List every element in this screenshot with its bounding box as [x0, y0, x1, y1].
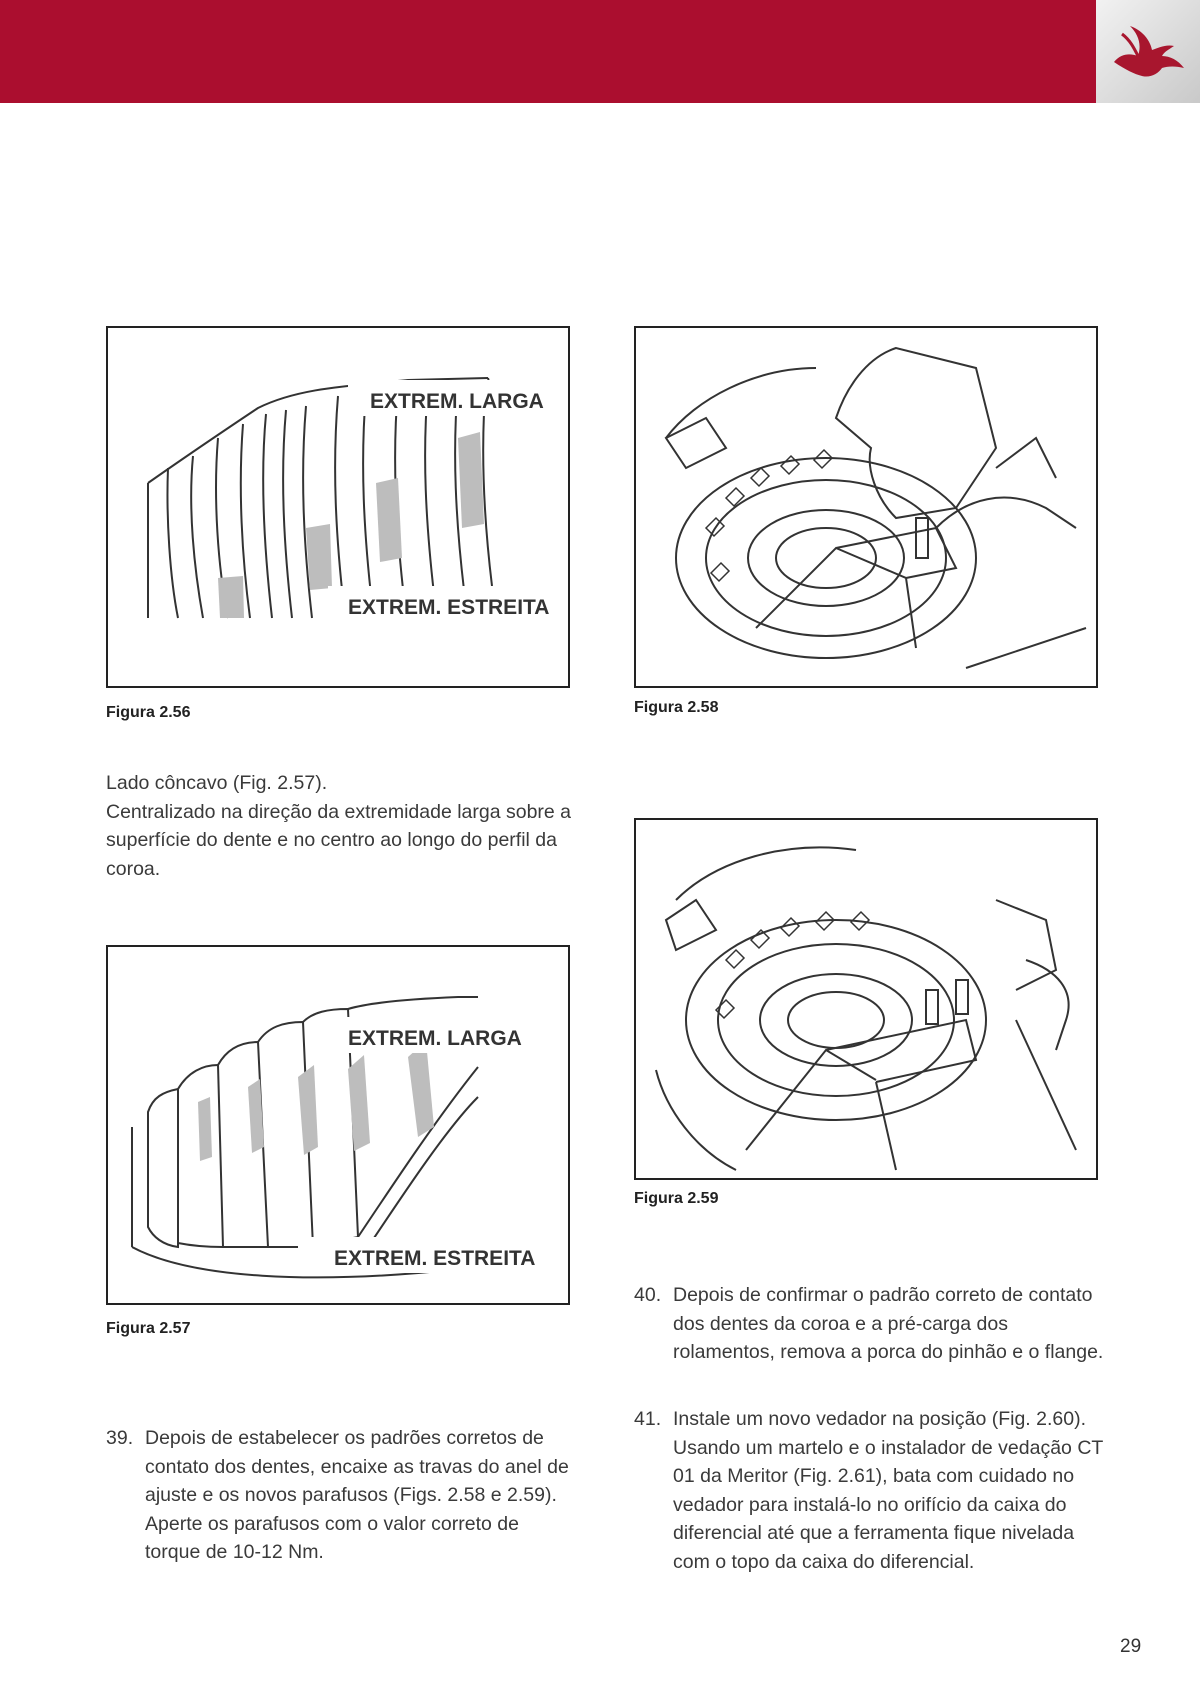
body-paragraph — [106, 769, 576, 883]
figure-caption: Figura 2.58 — [634, 699, 719, 716]
step-text: Depois de confirmar o padrão correto de contato dos dentes da coroa e a pré-carga dos rolamentos, remova a porca do pinhão e o flange. — [673, 1284, 1104, 1363]
figure-caption: Figura 2.57 — [106, 1320, 191, 1337]
paragraph-centered-description: Centralizado na direção da extremidade larga sobre a superfície do dente e no centro ao longo do perfil da coroa. — [106, 800, 572, 880]
label-narrow-end: EXTREM. ESTREITA — [334, 1247, 536, 1270]
gear-tooth-concave-side-illustration — [108, 947, 568, 1303]
label-wide-end: EXTREM. LARGA — [348, 1027, 522, 1050]
figure-2-56 — [106, 326, 570, 688]
step-text: Depois de estabelecer os padrões corretos de contato dos dentes, encaixe as travas do anel de ajuste e os novos parafusos (Figs. 2.58 e 2.59). Aperte os parafusos com o valor correto de torque de 10-12 Nm. — [145, 1427, 569, 1563]
step-40 — [634, 1281, 1104, 1367]
header-bar — [0, 0, 1096, 103]
figure-caption: Figura 2.56 — [106, 704, 191, 721]
figure-2-58 — [634, 326, 1098, 688]
step-41 — [634, 1405, 1104, 1576]
adjusting-ring-lock-install-illustration — [636, 328, 1096, 686]
figure-caption: Figura 2.59 — [634, 1190, 719, 1207]
adjusting-ring-bolts-illustration — [636, 820, 1096, 1178]
paragraph-concave-side: Lado côncavo (Fig. 2.57). — [106, 772, 328, 794]
logo — [1096, 0, 1200, 103]
winged-pegasus-logo-icon — [1108, 22, 1188, 82]
label-wide-end: EXTREM. LARGA — [370, 390, 544, 413]
label-narrow-end: EXTREM. ESTREITA — [348, 596, 550, 619]
step-39 — [106, 1424, 576, 1567]
step-text: Instale um novo vedador na posição (Fig. 2.60). Usando um martelo e o instalador de vedação CT 01 da Meritor (Fig. 2.61), bata com cuidado no vedador para instalá-lo no orifício da caixa do diferencial até que a ferramenta fique nivelada com o topo da caixa do diferencial. — [673, 1408, 1103, 1573]
step-number: 39. — [106, 1427, 134, 1449]
step-number: 41. — [634, 1408, 662, 1430]
figure-2-59 — [634, 818, 1098, 1180]
gear-tooth-wide-end-illustration — [108, 328, 568, 686]
page-number: 29 — [1120, 1636, 1142, 1657]
step-number: 40. — [634, 1284, 662, 1306]
figure-2-57 — [106, 945, 570, 1305]
